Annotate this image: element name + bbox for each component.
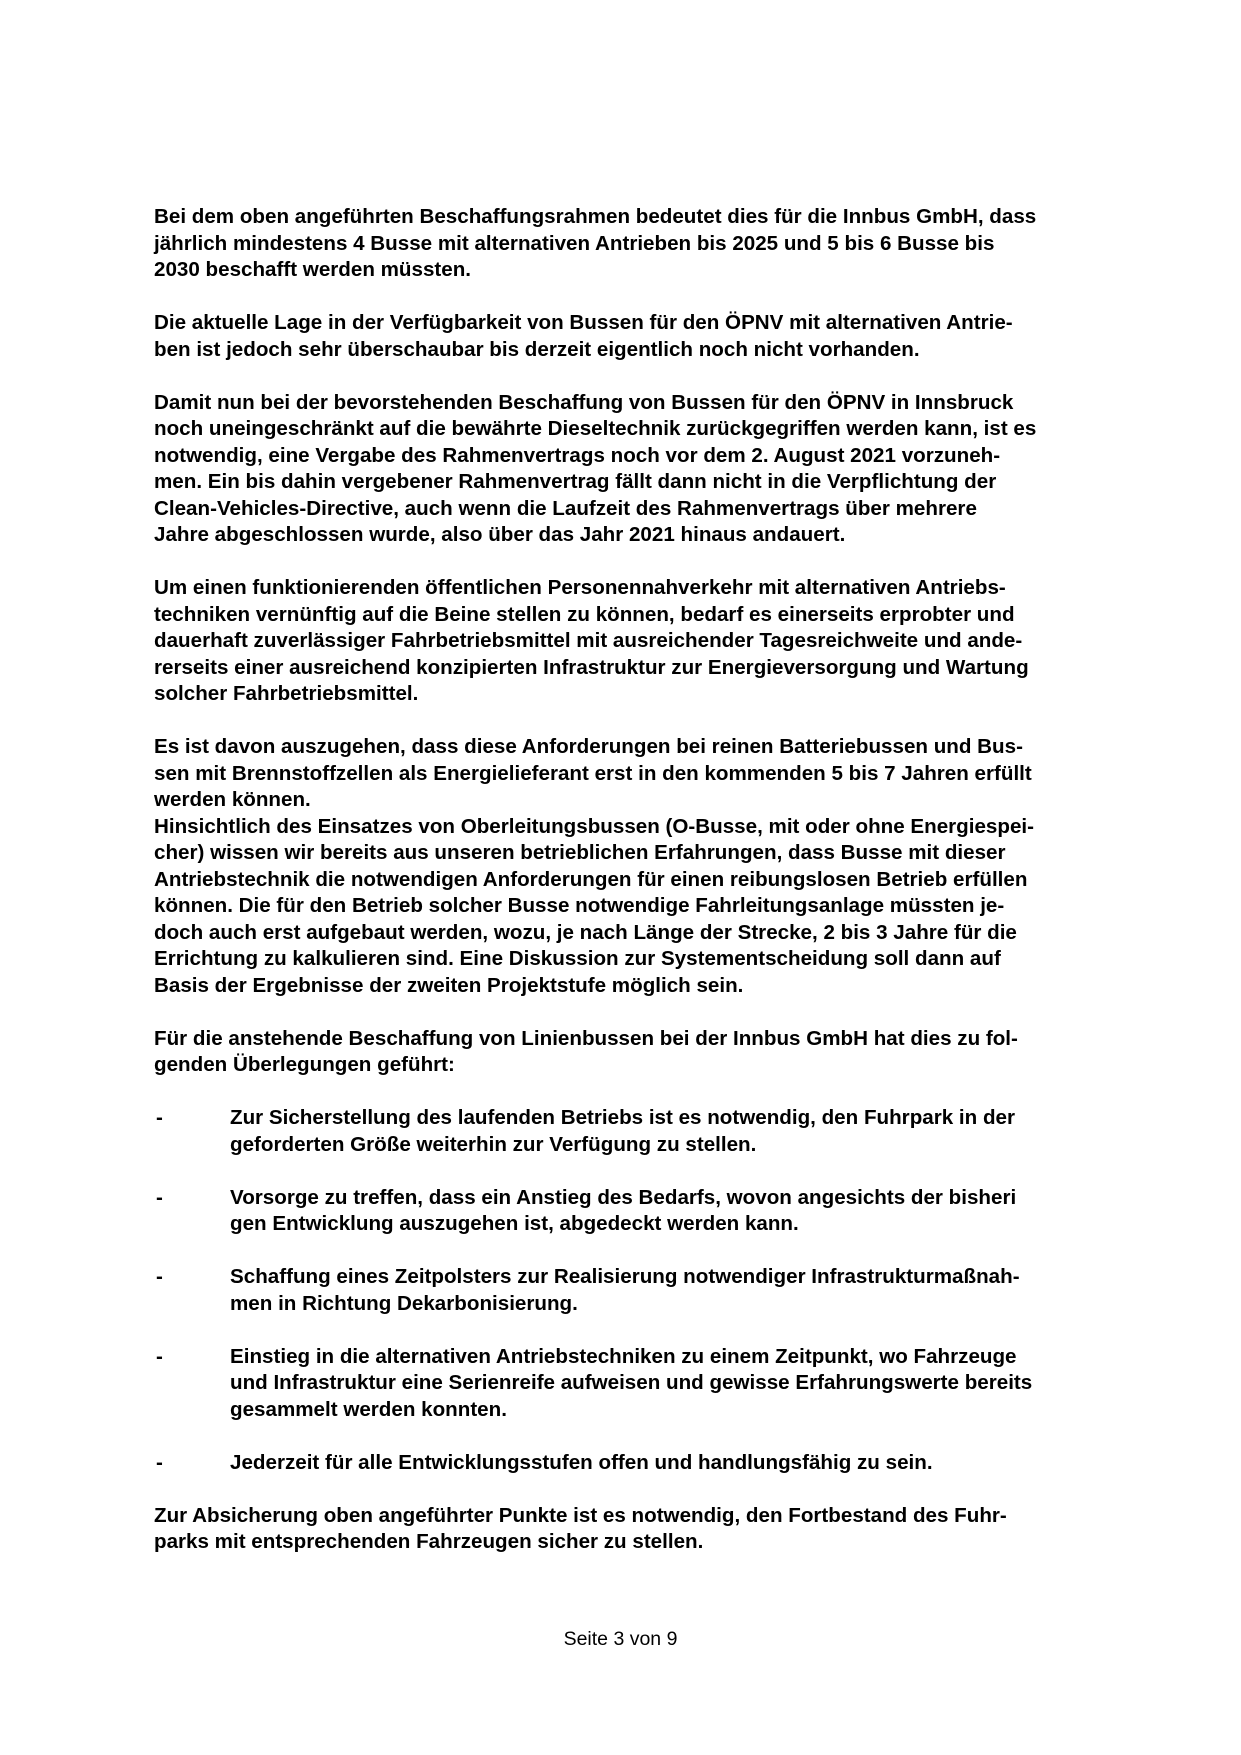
text-line: rerseits einer ausreichend konzipierten Infrastruktur zur Energieversorgung und Wartung [154, 655, 1029, 679]
paragraph-spacer [154, 708, 1144, 735]
text-line: Clean-Vehicles-Directive, auch wenn die Laufzeit des Rahmenvertrags über mehrere [154, 496, 977, 520]
paragraph-spacer [154, 363, 1144, 390]
text-line: Es ist davon auszugehen, dass diese Anforderungen bei reinen Batteriebussen und Bus- [154, 735, 1023, 758]
text-line: notwendig, eine Vergabe des Rahmenvertrags noch vor dem 2. August 2021 vorzuneh- [154, 443, 1001, 467]
text-line: men in Richtung Dekarbonisierung. [230, 1291, 578, 1315]
text-line: Damit nun bei der bevorstehenden Beschaffung von Bussen für den ÖPNV in Innsbruck [154, 390, 1014, 414]
text-line: Zur Sicherstellung des laufenden Betriebs ist es notwendig, den Fuhrpark in der [230, 1106, 1015, 1129]
text-line: werden können. [154, 788, 311, 811]
text-line: Hinsichtlich des Einsatzes von Oberleitungsbussen (O-Busse, mit oder ohne Energiespei- [154, 814, 1035, 838]
paragraph-availability [154, 310, 1144, 363]
text-line: Schaffung eines Zeitpolsters zur Realisierung notwendiger Infrastrukturmaßnah- [230, 1265, 1020, 1288]
paragraph-framework-contract [154, 390, 1144, 549]
list-spacer [154, 1158, 1144, 1185]
list-item-text [230, 1450, 1144, 1477]
paragraph-closing [154, 1503, 1144, 1556]
text-line: können. Die für den Betrieb solcher Busse notwendige Fahrleitungsanlage müssten je- [154, 894, 1005, 917]
text-line: noch uneingeschränkt auf die bewährte Dieseltechnik zurückgegriffen werden kann, ist es [154, 417, 1037, 440]
paragraph-spacer [154, 1079, 1144, 1106]
list-spacer [154, 1238, 1144, 1265]
bullet-dash: - [156, 1450, 163, 1474]
paragraph-procurement-requirement [154, 204, 1144, 284]
list-item [154, 1185, 1144, 1238]
text-line: geforderten Größe weiterhin zur Verfügung zu stellen. [230, 1132, 757, 1156]
considerations-list [154, 1105, 1144, 1476]
text-line: 2030 beschafft werden müssten. [154, 258, 472, 281]
paragraph-spacer [154, 284, 1144, 311]
list-item-text [230, 1185, 1144, 1238]
text-line: doch auch erst aufgebaut werden, wozu, je nach Länge der Strecke, 2 bis 3 Jahre für die [154, 920, 1017, 944]
text-line: parks mit entsprechenden Fahrzeugen sicher zu stellen. [154, 1530, 704, 1553]
page-number: Seite 3 von 9 [563, 1628, 678, 1650]
text-line: Zur Absicherung oben angeführter Punkte ist es notwendig, den Fortbestand des Fuhr- [154, 1503, 1007, 1527]
paragraph-considerations-intro [154, 1026, 1144, 1079]
text-line: gen Entwicklung auszugehen ist, abgedeckt werden kann. [230, 1212, 799, 1235]
list-spacer [154, 1317, 1144, 1344]
list-item-text [230, 1105, 1144, 1158]
list-item [154, 1344, 1144, 1424]
text-line: Antriebstechnik die notwendigen Anforderungen für einen reibungslosen Betrieb erfüllen [154, 867, 1028, 891]
bullet-dash: - [156, 1185, 163, 1209]
paragraph-spacer [154, 999, 1144, 1026]
text-line: und Infrastruktur eine Serienreife aufweisen und gewisse Erfahrungswerte bereits [230, 1371, 1033, 1394]
paragraph-spacer [154, 1476, 1144, 1503]
text-line: sen mit Brennstoffzellen als Energielieferant erst in den kommenden 5 bis 7 Jahren erfüllt [154, 761, 1032, 785]
text-line: Für die anstehende Beschaffung von Linienbussen bei der Innbus GmbH hat dies zu fol- [154, 1026, 1018, 1050]
list-item-text [230, 1344, 1144, 1424]
list-item-text [230, 1264, 1144, 1317]
text-line: jährlich mindestens 4 Busse mit alternativen Antrieben bis 2025 und 5 bis 6 Busse bis [154, 231, 995, 255]
bullet-dash: - [156, 1106, 163, 1129]
paragraph-spacer [154, 549, 1144, 576]
text-line: Bei dem oben angeführten Beschaffungsrahmen bedeutet dies für die Innbus GmbH, dass [154, 205, 1037, 228]
text-line: Jederzeit für alle Entwicklungsstufen offen und handlungsfähig zu sein. [230, 1450, 933, 1474]
text-line: genden Überlegungen geführt: [154, 1053, 455, 1076]
text-line: ben ist jedoch sehr überschaubar bis derzeit eigentlich noch nicht vorhanden. [154, 337, 920, 361]
text-line: solcher Fahrbetriebsmittel. [154, 682, 419, 705]
text-line: Errichtung zu kalkulieren sind. Eine Diskussion zur Systementscheidung soll dann auf [154, 947, 1001, 970]
list-item [154, 1450, 1144, 1477]
text-line: men. Ein bis dahin vergebener Rahmenvertrag fällt dann nicht in die Verpflichtung der [154, 470, 997, 493]
text-line: Vorsorge zu treffen, dass ein Anstieg des Bedarfs, wovon angesichts der bisheri [230, 1185, 1017, 1209]
list-item [154, 1264, 1144, 1317]
text-line: techniken vernünftig auf die Beine stellen zu können, bedarf es einerseits erprobter und [154, 602, 1015, 626]
text-line: Um einen funktionierenden öffentlichen Personennahverkehr mit alternativen Antriebs- [154, 576, 1006, 599]
paragraph-public-transport [154, 575, 1144, 708]
bullet-dash: - [156, 1265, 163, 1288]
document-body [154, 204, 1144, 1556]
bullet-dash: - [156, 1344, 163, 1368]
paragraph-battery-and-trolley-buses [154, 734, 1144, 999]
text-line: Einstieg in die alternativen Antriebstechniken zu einem Zeitpunkt, wo Fahrzeuge [230, 1344, 1017, 1368]
list-spacer [154, 1423, 1144, 1450]
text-line: gesammelt werden konnten. [230, 1397, 507, 1421]
text-line: cher) wissen wir bereits aus unseren betrieblichen Erfahrungen, dass Busse mit dieser [154, 841, 1006, 864]
text-line: Die aktuelle Lage in der Verfügbarkeit von Bussen für den ÖPNV mit alternativen Antrie- [154, 311, 1013, 334]
text-line: Basis der Ergebnisse der zweiten Projektstufe möglich sein. [154, 973, 744, 997]
list-item [154, 1105, 1144, 1158]
text-line: dauerhaft zuverlässiger Fahrbetriebsmittel mit ausreichender Tagesreichweite und ande- [154, 629, 1023, 652]
text-line: Jahre abgeschlossen wurde, also über das Jahr 2021 hinaus andauert. [154, 523, 846, 546]
